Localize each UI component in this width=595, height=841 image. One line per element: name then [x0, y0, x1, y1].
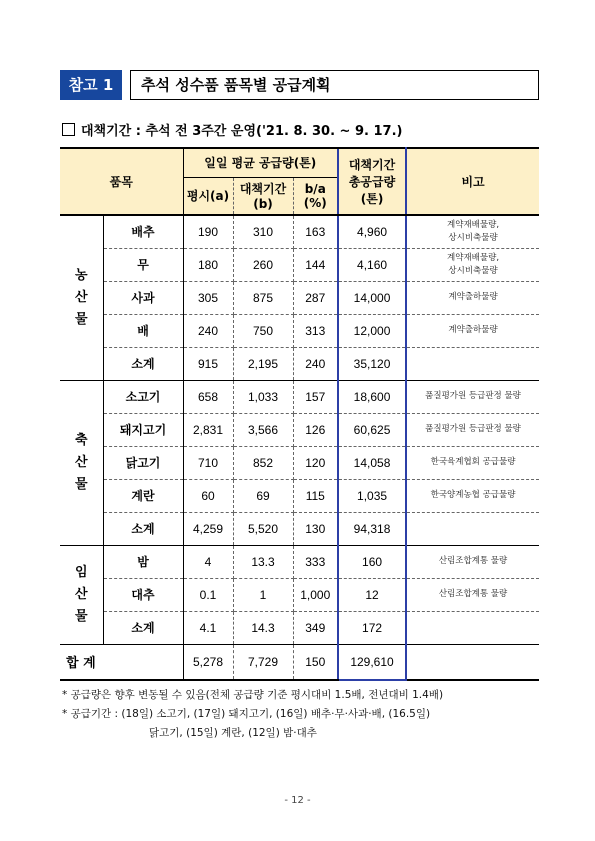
normal-value: 180 — [183, 248, 233, 281]
total-value: 12,000 — [338, 314, 406, 347]
ratio-value: 115 — [293, 479, 338, 512]
table-row — [60, 578, 539, 611]
remark-cell: 품질평가원 등급판정 물량 — [406, 413, 539, 446]
period-value: 7,729 — [233, 644, 293, 680]
normal-value: 5,278 — [183, 644, 233, 680]
normal-value: 658 — [183, 380, 233, 413]
period-value: 14.3 — [233, 611, 293, 644]
period-value: 852 — [233, 446, 293, 479]
subtotal-row — [60, 611, 539, 644]
period-value: 2,195 — [233, 347, 293, 380]
item-name: 배추 — [103, 215, 183, 248]
item-name: 계란 — [103, 479, 183, 512]
total-value: 4,960 — [338, 215, 406, 248]
item-name: 소계 — [103, 611, 183, 644]
period-value: 13.3 — [233, 545, 293, 578]
normal-value: 190 — [183, 215, 233, 248]
checkbox-square-icon — [62, 123, 75, 136]
footnote: 닭고기, (15일) 계란, (12일) 밤·대추 — [149, 727, 317, 739]
category-livestock: 축 산 물 — [60, 380, 103, 545]
normal-value: 4,259 — [183, 512, 233, 545]
ratio-value: 287 — [293, 281, 338, 314]
total-value: 1,035 — [338, 479, 406, 512]
period-value: 69 — [233, 479, 293, 512]
remark-cell: 한국양계농협 공급물량 — [406, 479, 539, 512]
grand-total-row — [60, 644, 539, 680]
ratio-value: 144 — [293, 248, 338, 281]
section-heading-text: 대책기간 : 추석 전 3주간 운영('21. 8. 30. ~ 9. 17.) — [81, 124, 403, 139]
ratio-value: 1,000 — [293, 578, 338, 611]
ratio-value: 126 — [293, 413, 338, 446]
footnotes — [62, 686, 542, 743]
total-value: 94,318 — [338, 512, 406, 545]
item-name: 소계 — [103, 347, 183, 380]
item-name: 소계 — [103, 512, 183, 545]
subtotal-row — [60, 512, 539, 545]
page-title: 추석 성수품 품목별 공급계획 — [130, 70, 539, 100]
reference-badge: 참고 1 — [60, 70, 122, 100]
item-name: 무 — [103, 248, 183, 281]
remark-cell: 계약출하물량 — [406, 281, 539, 314]
header-avg-supply: 일일 평균 공급량(톤) — [183, 148, 338, 177]
remark-cell: 품질평가원 등급판정 물량 — [406, 380, 539, 413]
remark-cell — [406, 512, 539, 545]
item-name: 사과 — [103, 281, 183, 314]
header-period: 대책기간 (b) — [233, 177, 293, 215]
table-row — [60, 248, 539, 281]
item-name: 밤 — [103, 545, 183, 578]
header-ratio: b/a (%) — [293, 177, 338, 215]
remark-cell — [406, 347, 539, 380]
category-agri: 농 산 물 — [60, 215, 103, 380]
item-name: 소고기 — [103, 380, 183, 413]
period-value: 5,520 — [233, 512, 293, 545]
total-value: 35,120 — [338, 347, 406, 380]
period-value: 1 — [233, 578, 293, 611]
table-row — [60, 380, 539, 413]
item-name: 대추 — [103, 578, 183, 611]
remark-cell: 산림조합계통 물량 — [406, 545, 539, 578]
total-value: 129,610 — [338, 644, 406, 680]
table-row — [60, 545, 539, 578]
total-value: 4,160 — [338, 248, 406, 281]
ratio-value: 130 — [293, 512, 338, 545]
period-value: 875 — [233, 281, 293, 314]
supply-plan-table — [60, 147, 539, 681]
table-row — [60, 314, 539, 347]
normal-value: 915 — [183, 347, 233, 380]
normal-value: 710 — [183, 446, 233, 479]
ratio-value: 157 — [293, 380, 338, 413]
total-value: 172 — [338, 611, 406, 644]
normal-value: 4 — [183, 545, 233, 578]
ratio-value: 120 — [293, 446, 338, 479]
section-heading — [62, 120, 402, 139]
category-forest: 임 산 물 — [60, 545, 103, 644]
normal-value: 4.1 — [183, 611, 233, 644]
remark-cell: 한국육계협회 공급물량 — [406, 446, 539, 479]
normal-value: 240 — [183, 314, 233, 347]
ratio-value: 313 — [293, 314, 338, 347]
ratio-value: 333 — [293, 545, 338, 578]
remark-cell — [406, 611, 539, 644]
table-row — [60, 413, 539, 446]
normal-value: 60 — [183, 479, 233, 512]
period-value: 1,033 — [233, 380, 293, 413]
period-value: 310 — [233, 215, 293, 248]
header-normal: 평시(a) — [183, 177, 233, 215]
footnote: * 공급량은 향후 변동될 수 있음(전체 공급량 기준 평시대비 1.5배, 전년대비 1.4배) — [62, 689, 444, 701]
total-value: 14,000 — [338, 281, 406, 314]
remark-cell — [406, 644, 539, 680]
table-body — [60, 215, 539, 680]
table-row — [60, 215, 539, 248]
grand-total-label: 합 계 — [60, 644, 183, 680]
table-row — [60, 479, 539, 512]
remark-cell: 계약재배물량, 상시비축물량 — [406, 248, 539, 281]
remark-cell: 산림조합계통 물량 — [406, 578, 539, 611]
item-name: 배 — [103, 314, 183, 347]
table-row — [60, 446, 539, 479]
table-row — [60, 281, 539, 314]
period-value: 3,566 — [233, 413, 293, 446]
header-remark: 비고 — [406, 148, 539, 215]
period-value: 260 — [233, 248, 293, 281]
remark-cell: 계약재배물량, 상시비축물량 — [406, 215, 539, 248]
period-value: 750 — [233, 314, 293, 347]
total-value: 60,625 — [338, 413, 406, 446]
remark-cell: 계약출하물량 — [406, 314, 539, 347]
ratio-value: 240 — [293, 347, 338, 380]
page-number: - 12 - — [284, 795, 311, 806]
ratio-value: 349 — [293, 611, 338, 644]
total-value: 160 — [338, 545, 406, 578]
footnote: * 공급기간 : (18일) 소고기, (17일) 돼지고기, (16일) 배추·무·사과·배, (16.5일) — [62, 708, 431, 720]
ratio-value: 150 — [293, 644, 338, 680]
header-total-supply: 대책기간 총공급량 (톤) — [338, 148, 406, 215]
normal-value: 0.1 — [183, 578, 233, 611]
normal-value: 305 — [183, 281, 233, 314]
normal-value: 2,831 — [183, 413, 233, 446]
total-value: 18,600 — [338, 380, 406, 413]
page-header — [60, 70, 539, 100]
item-name: 돼지고기 — [103, 413, 183, 446]
item-name: 닭고기 — [103, 446, 183, 479]
ratio-value: 163 — [293, 215, 338, 248]
header-item: 품목 — [60, 148, 183, 215]
total-value: 12 — [338, 578, 406, 611]
subtotal-row — [60, 347, 539, 380]
total-value: 14,058 — [338, 446, 406, 479]
